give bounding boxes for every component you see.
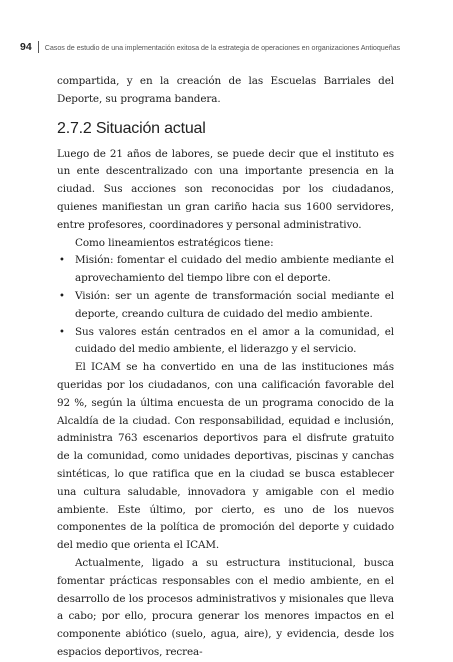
bullet-icon: • [59, 255, 65, 267]
list-item-text: Visión: ser un agente de transformación social mediante el deporte, creando cultura de cuidado del medio ambiente. [75, 289, 394, 320]
section-heading: 2.7.2 Situación actual [57, 119, 206, 137]
strategic-guidelines-list [57, 252, 394, 359]
bullet-icon: • [59, 290, 65, 302]
page-body [57, 73, 394, 662]
list-item [57, 288, 394, 324]
list-item [57, 252, 394, 288]
list-item [57, 324, 394, 360]
paragraph: El ICAM se ha convertido en una de las instituciones más queridas por los ciudadanos, con una calificación favorable del 92 %, según la última encuesta de un programa conocido de la Alcaldía de la ciudad. Con responsabilidad, equidad e inclusión, administra 763 escenarios deportivos para el disfrute gratuito de la comunidad, como unidades deportivas, piscinas y canchas sintéticas, lo que ratifica que en la ciudad se busca establecer una cultura saludable, innovadora y amigable con el medio ambiente. Este último, por cierto, es uno de los nuevos componentes de la política de promoción del deporte y cuidado del medio que orienta el ICAM. [57, 361, 394, 552]
running-title: Casos de estudio de una implementación exitosa de la estrategia de operaciones en organizaciones Antioqueñas [44, 42, 401, 52]
bullet-icon: • [59, 326, 65, 338]
intro-paragraph: compartida, y en la creación de las Escuelas Barriales del Deporte, su programa bandera. [57, 75, 394, 105]
paragraph: Como lineamientos estratégicos tiene: [75, 236, 274, 249]
paragraph: Luego de 21 años de labores, se puede decir que el instituto es un ente descentralizado con una importante presencia en la ciudad. Sus acciones son reconocidas por los ciudadanos, quienes manifiestan un gran cariño hacia sus 1600 servidores, entre profesores, coordinadores y personal administrativo. [57, 147, 394, 231]
list-item-text: Sus valores están centrados en el amor a la comunidad, el cuidado del medio ambiente, el liderazgo y el servicio. [75, 325, 394, 356]
list-item-text: Misión: fomentar el cuidado del medio ambiente mediante el aprovechamiento del tiempo libre con el deporte. [75, 254, 394, 285]
running-header [20, 40, 433, 54]
page-number: 94 [20, 41, 39, 53]
paragraph: Actualmente, ligado a su estructura institucional, busca fomentar prácticas responsables con el medio ambiente, en el desarrollo de los procesos administrativos y misionales que lleva a cabo; por ello, procura generar los menores impactos en el componente abiótico (suelo, agua, aire), y evidencia, desde los espacios deportivos, recrea- [57, 556, 394, 658]
